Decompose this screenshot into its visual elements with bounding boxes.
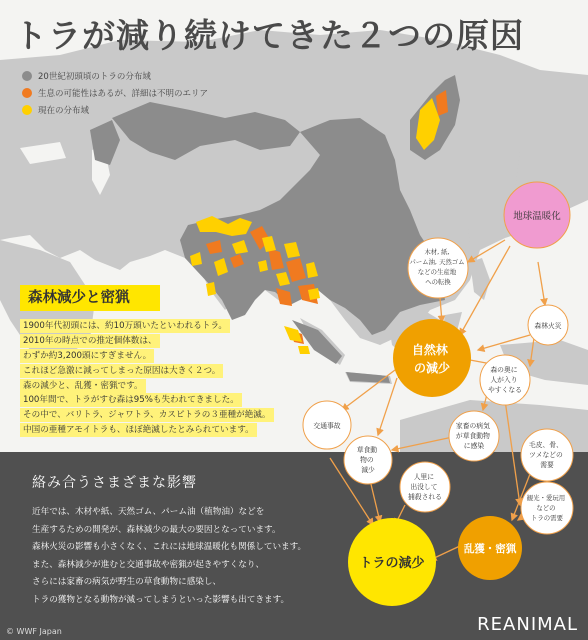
paragraph-line: わずか約3,200頭にすぎません。 [20, 349, 154, 363]
paragraph-line: 1900年代初頭には、約10万頭いたといわれるトラ。 [20, 319, 230, 333]
node-poaching [458, 516, 522, 580]
svg-text:観光・愛玩用 などの トラの需要: 観光・愛玩用 などの トラの需要 [526, 494, 566, 522]
paragraph-line: 森林火災の影響も小さくなく、これには地球温暖化も関係しています。 [32, 542, 307, 552]
svg-text:人里に 出没して 捕殺される: 人里に 出没して 捕殺される [408, 473, 442, 501]
svg-text:草食動 物の 減少: 草食動 物の 減少 [356, 446, 378, 474]
svg-text:毛皮、骨、 ツメなどの 需要: 毛皮、骨、 ツメなどの 需要 [528, 441, 563, 469]
node-village [400, 462, 450, 512]
node-label: 森林火災 [534, 322, 562, 330]
svg-text:自然林 の減少: 自然林 の減少 [411, 343, 451, 375]
paragraph-line: 近年では、木材や紙、天然ゴム、パーム油（植物油）などを [32, 507, 265, 517]
section-heading-forest-poaching: 森林減少と密猟 [20, 285, 160, 311]
paragraph-line: その中で、バリトラ、ジャワトラ、カスピトラの３亜種が絶滅。 [20, 408, 274, 422]
node-tiger-decline [348, 518, 436, 606]
node-demand [521, 429, 573, 481]
svg-text:森の奥に 人が入り やすくなる: 森の奥に 人が入り やすくなる [488, 366, 522, 394]
paragraph-line: 100年間で、トラがすむ森は95%も失われてきました。 [20, 393, 242, 407]
node-label: 交通事故 [313, 422, 341, 430]
node-warming [504, 182, 570, 248]
node-label: 乱獲・密猟 [463, 543, 517, 555]
reanimal-logo: REANIMAL [477, 614, 578, 635]
paragraph-line: トラの獲物となる動物が減ってしまうといった影響も出てきます。 [32, 594, 290, 605]
copyright-text: © WWF Japan [6, 627, 62, 636]
paragraph-line: 中国の亜種アモイトラも、ほぼ絶滅したとみられています。 [20, 423, 257, 437]
paragraph-line: これほど急激に減ってしまった原因は大きく２つ。 [20, 364, 223, 378]
paragraph-line: 生産するための開発が、森林減少の最大の要因となっています。 [32, 524, 281, 535]
node-timber [408, 238, 468, 298]
node-fire [528, 305, 568, 345]
svg-text:木材, 紙, パーム油, 天然ゴム: 木材, 紙, パーム油, 天然ゴム などの生産地 への転換 [409, 248, 465, 286]
node-tourist [521, 482, 573, 534]
svg-text:家畜の病気 が草食動物 に感染: 家畜の病気 が草食動物 に感染 [455, 422, 490, 450]
node-label: 地球温暖化 [513, 211, 561, 222]
paragraph-line: 2010年の時点での推定個体数は、 [20, 334, 160, 348]
node-label: トラの減少 [359, 556, 425, 571]
section-heading-interactions: 絡み合うさまざまな影響 [32, 475, 197, 491]
legend-label: 20世紀初頭頃のトラの分布域 [38, 72, 151, 82]
paragraph-line: また、森林減少が進むと交通事故や密猟が起きやすくなり、 [32, 559, 265, 570]
paragraph-line: さらには家畜の病気が野生の草食動物に感染し、 [32, 577, 222, 587]
legend-label: 現在の分布域 [38, 106, 90, 116]
node-forest-loss [393, 319, 471, 397]
node-herbivore [344, 436, 392, 484]
legend-label: 生息の可能性はあるが、詳細は不明のエリア [38, 89, 209, 99]
node-access [480, 355, 530, 405]
page-title: トラが減り続けてきた２つの原因 [14, 16, 524, 55]
node-disease [449, 411, 499, 461]
node-traffic [303, 401, 351, 449]
paragraph-line: 森の減少と、乱獲・密猟です。 [20, 379, 146, 393]
